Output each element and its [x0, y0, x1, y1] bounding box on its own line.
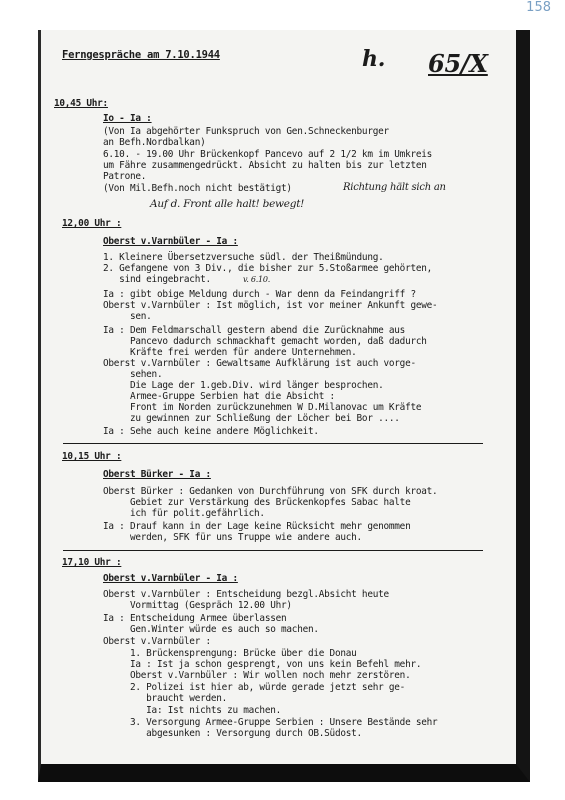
archive-corner-number: 158 — [526, 0, 551, 15]
dialogue-line: sen. — [103, 311, 152, 322]
text-line: um Fähre zusammengedrückt. Absicht zu halten bis zur letzten — [103, 160, 427, 171]
dialogue-line: abgesunken : Versorgung durch OB.Südost. — [103, 728, 362, 739]
dialogue-line: Gen.Winter würde es auch so machen. — [103, 624, 319, 635]
dialogue-line: Vormittag (Gespräch 12.00 Uhr) — [103, 600, 292, 611]
text-line: (Von Ia abgehörter Funkspruch von Gen.Schneckenburger — [103, 126, 389, 137]
margin-note: v. 6.10. — [243, 275, 271, 284]
dialogue-line: Oberst v.Varnbüler : Entscheidung bezgl.Absicht heute — [103, 589, 389, 600]
dialogue-line: Ia : Sehe auch keine andere Möglichkeit. — [103, 426, 319, 437]
dialogue-line: Pancevo dadurch schmackhaft gemacht worden, daß dadurch — [103, 336, 427, 347]
time-17-10: 17,10 Uhr : — [62, 557, 122, 568]
handwritten-mark: h. — [362, 46, 386, 72]
dialogue-line: 1. Brückensprengung: Brücke über die Donau — [103, 648, 357, 659]
dialogue-line: Kräfte frei werden für andere Unternehmen. — [103, 347, 357, 358]
dialogue-line: Oberst v.Varnbüler : Ist möglich, ist vor meiner Ankunft gewe- — [103, 300, 438, 311]
dialogue-line: Ia : Ist ja schon gesprengt, von uns kein Befehl mehr. — [103, 659, 422, 670]
document-title: Ferngespräche am 7.10.1944 — [62, 49, 220, 61]
list-item: 1. Kleinere Übersetzversuche südl. der Theißmündung. — [103, 252, 384, 263]
text-line: 6.10. - 19.00 Uhr Brückenkopf Pancevo auf 2 1/2 km im Umkreis — [103, 149, 433, 160]
text-line: (Von Mil.Befh.noch nicht bestätigt) — [103, 183, 292, 194]
dialogue-line: Oberst v.Varnbüler : Wir wollen noch mehr zerstören. — [103, 670, 411, 681]
time-10-45: 10,45 Uhr: — [54, 98, 108, 109]
dialogue-line: Gebiet zur Verstärkung des Brückenkopfes Sabac halte — [103, 497, 411, 508]
section-divider — [63, 443, 483, 444]
dialogue-line: Die Lage der 1.geb.Div. wird länger besprochen. — [103, 380, 384, 391]
list-item: 2. Gefangene von 3 Div., die bisher zur 5.Stoßarmee gehörten, — [103, 263, 433, 274]
dialogue-line: Oberst Bürker : Gedanken von Durchführung von SFK durch kroat. — [103, 486, 438, 497]
dialogue-line: zu gewinnen zur Schließung der Löcher bei Bor .... — [103, 413, 400, 424]
dialogue-line: Ia : Dem Feldmarschall gestern abend die Zurücknahme aus — [103, 325, 406, 336]
speaker-io-ia: Io - Ia : — [103, 113, 152, 124]
time-12-00: 12,00 Uhr : — [62, 218, 122, 229]
dialogue-line: Front im Norden zurückzunehmen W D.Milanovac um Kräfte — [103, 402, 422, 413]
speaker-varnbueler-ia: Oberst v.Varnbüler - Ia : — [103, 573, 238, 584]
list-item: sind eingebracht. — [103, 274, 211, 285]
archive-number: 65/X — [428, 49, 488, 78]
dialogue-line: braucht werden. — [103, 693, 228, 704]
dialogue-line: 2. Polizei ist hier ab, würde gerade jetzt sehr ge- — [103, 682, 406, 693]
dialogue-line: Ia : Drauf kann in der Lage keine Rücksicht mehr genommen — [103, 521, 411, 532]
dialogue-line: Ia : Entscheidung Armee überlassen — [103, 613, 287, 624]
handwritten-note: Auf d. Front alle halt! bewegt! — [150, 198, 305, 210]
text-line: an Befh.Nordbalkan) — [103, 137, 206, 148]
speaker-varnbueler-ia: Oberst v.Varnbüler - Ia : — [103, 236, 238, 247]
dialogue-line: sehen. — [103, 369, 163, 380]
dialogue-line: Oberst v.Varnbüler : — [103, 636, 211, 647]
dialogue-line: werden, SFK für uns Truppe wie andere auch. — [103, 532, 362, 543]
dialogue-line: ich für polit.gefährlich. — [103, 508, 265, 519]
text-line: Patrone. — [103, 171, 147, 182]
section-divider — [63, 550, 483, 551]
dialogue-line: Ia : gibt obige Meldung durch - War denn da Feindangriff ? — [103, 289, 416, 300]
dialogue-line: Ia: Ist nichts zu machen. — [103, 705, 282, 716]
handwritten-note: Richtung hält sich an — [343, 182, 446, 193]
speaker-buerker-ia: Oberst Bürker - Ia : — [103, 469, 211, 480]
dialogue-line: 3. Versorgung Armee-Gruppe Serbien : Unsere Bestände sehr — [103, 717, 438, 728]
dialogue-line: Oberst v.Varnbüler : Gewaltsame Aufklärung ist auch vorge- — [103, 358, 416, 369]
dialogue-line: Armee-Gruppe Serbien hat die Absicht : — [103, 391, 335, 402]
time-10-15: 10,15 Uhr : — [62, 451, 122, 462]
